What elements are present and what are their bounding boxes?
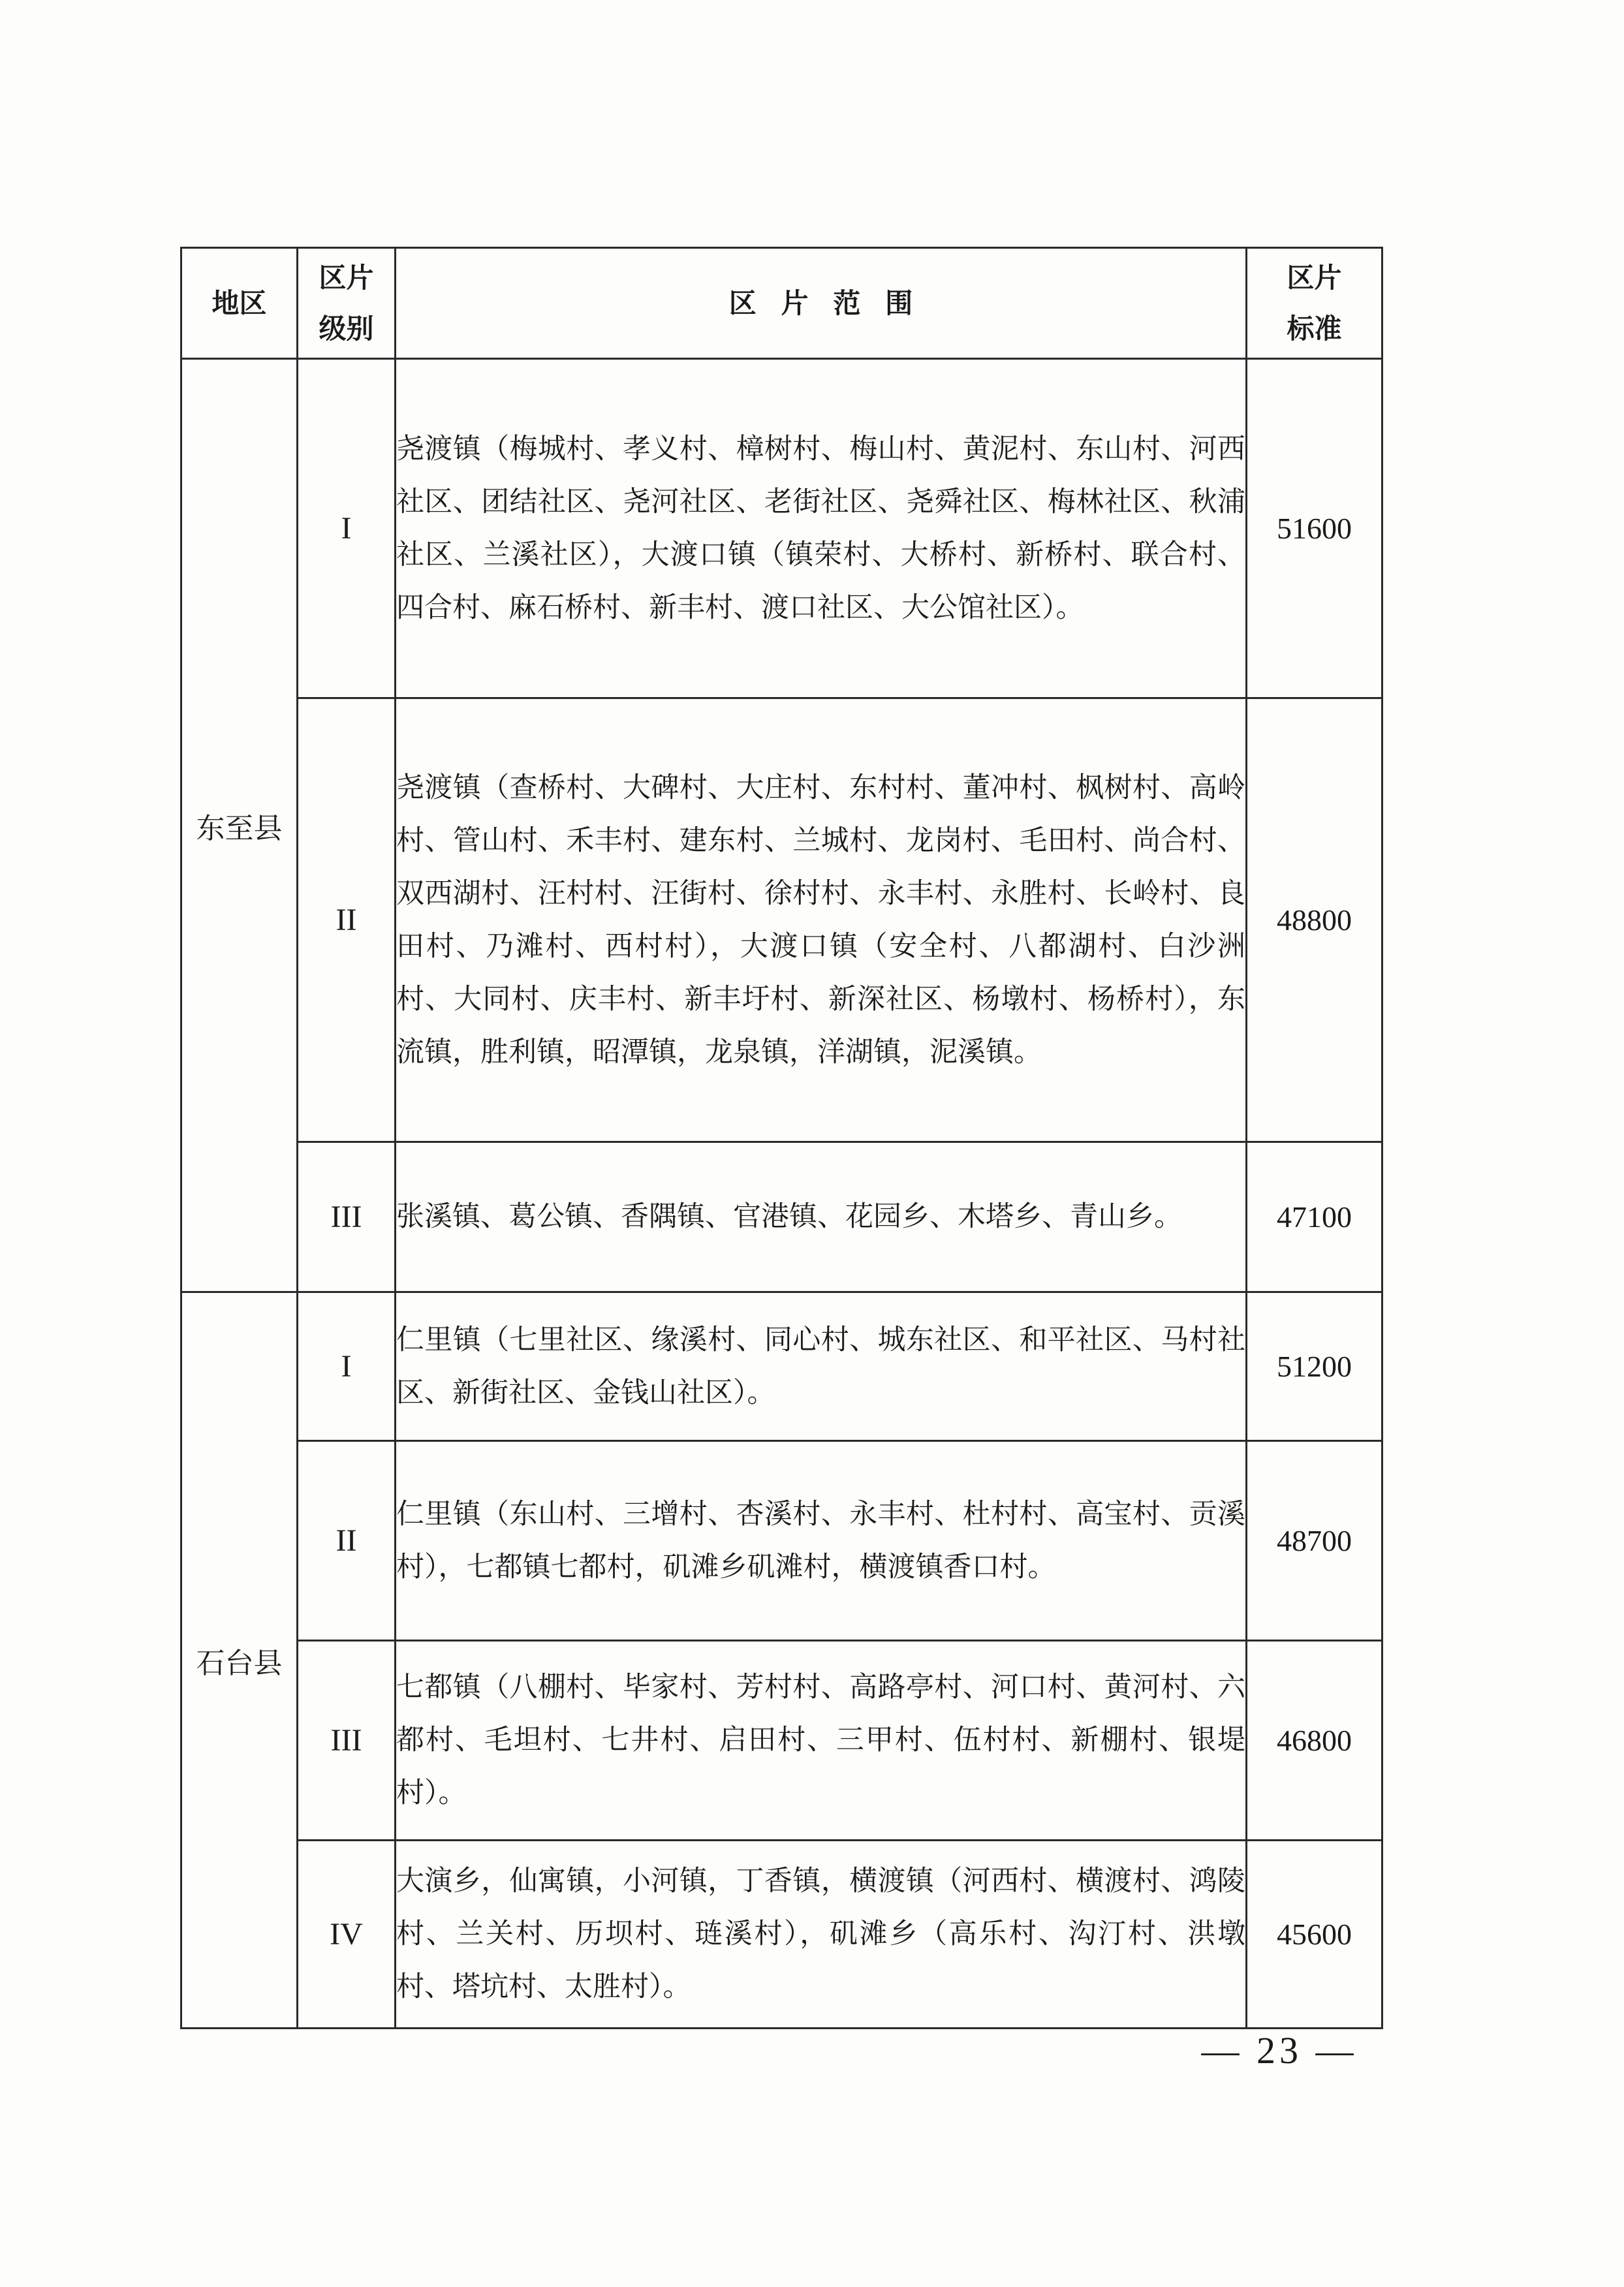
table-row bbox=[181, 1142, 1382, 1292]
standard-cell: 48800 bbox=[1247, 698, 1382, 1142]
scope-cell: 大演乡，仙寓镇，小河镇，丁香镇，横渡镇（河西村、横渡村、鸿陵村、兰关村、历坝村、琏溪村），矶滩乡（高乐村、沟汀村、洪墩村、塔坑村、太胜村）。 bbox=[396, 1841, 1247, 2029]
table-row bbox=[181, 1841, 1382, 2029]
header-standard-line2: 标准 bbox=[1287, 312, 1342, 345]
table-row bbox=[181, 1292, 1382, 1441]
scope-cell: 七都镇（八棚村、毕家村、芳村村、高路亭村、河口村、黄河村、六都村、毛坦村、七井村、启田村、三甲村、伍村村、新棚村、银堤村）。 bbox=[396, 1641, 1247, 1841]
header-scope-label: 区片范围 bbox=[728, 287, 937, 319]
header-standard-line1: 区片 bbox=[1287, 261, 1342, 294]
standard-cell: 51200 bbox=[1247, 1292, 1382, 1441]
page-number: — 23 — bbox=[1201, 2029, 1358, 2072]
table-row bbox=[181, 1441, 1382, 1641]
header-standard bbox=[1247, 248, 1382, 359]
header-level-line2: 级别 bbox=[319, 312, 374, 345]
standard-cell: 48700 bbox=[1247, 1441, 1382, 1641]
scope-cell: 仁里镇（东山村、三增村、杏溪村、永丰村、杜村村、高宝村、贡溪村），七都镇七都村，矶滩乡矶滩村，横渡镇香口村。 bbox=[396, 1441, 1247, 1641]
header-level-line1: 区片 bbox=[319, 261, 374, 294]
table-row bbox=[181, 359, 1382, 698]
scope-cell: 尧渡镇（梅城村、孝义村、樟树村、梅山村、黄泥村、东山村、河西社区、团结社区、尧河社区、老街社区、尧舜社区、梅林社区、秋浦社区、兰溪社区），大渡口镇（镇荣村、大桥村、新桥村、联合村、四合村、麻石桥村、新丰村、渡口社区、大公馆社区）。 bbox=[396, 359, 1247, 698]
header-region: 地区 bbox=[181, 248, 298, 359]
standard-cell: 45600 bbox=[1247, 1841, 1382, 2029]
scope-cell: 仁里镇（七里社区、缘溪村、同心村、城东社区、和平社区、马村社区、新街社区、金钱山社区）。 bbox=[396, 1292, 1247, 1441]
level-cell: I bbox=[298, 359, 396, 698]
scope-cell: 尧渡镇（查桥村、大碑村、大庄村、东村村、董冲村、枫树村、高岭村、管山村、禾丰村、建东村、兰城村、龙岗村、毛田村、尚合村、双西湖村、汪村村、汪街村、徐村村、永丰村、永胜村、长岭村、良田村、乃滩村、西村村），大渡口镇（安全村、八都湖村、白沙洲村、大同村、庆丰村、新丰圩村、新深社区、杨墩村、杨桥村），东流镇，胜利镇，昭潭镇，龙泉镇，洋湖镇，泥溪镇。 bbox=[396, 698, 1247, 1142]
level-cell: III bbox=[298, 1641, 396, 1841]
land-compensation-zone-table bbox=[180, 247, 1383, 2029]
level-cell: II bbox=[298, 698, 396, 1142]
table-row bbox=[181, 698, 1382, 1142]
table-header-row bbox=[181, 248, 1382, 359]
standard-cell: 51600 bbox=[1247, 359, 1382, 698]
table-row bbox=[181, 1641, 1382, 1841]
region-cell: 石台县 bbox=[181, 1292, 298, 2029]
standard-cell: 46800 bbox=[1247, 1641, 1382, 1841]
scope-cell: 张溪镇、葛公镇、香隅镇、官港镇、花园乡、木塔乡、青山乡。 bbox=[396, 1142, 1247, 1292]
standard-cell: 47100 bbox=[1247, 1142, 1382, 1292]
header-scope bbox=[396, 248, 1247, 359]
header-level bbox=[298, 248, 396, 359]
level-cell: I bbox=[298, 1292, 396, 1441]
level-cell: III bbox=[298, 1142, 396, 1292]
level-cell: II bbox=[298, 1441, 396, 1641]
region-cell: 东至县 bbox=[181, 359, 298, 1292]
level-cell: IV bbox=[298, 1841, 396, 2029]
